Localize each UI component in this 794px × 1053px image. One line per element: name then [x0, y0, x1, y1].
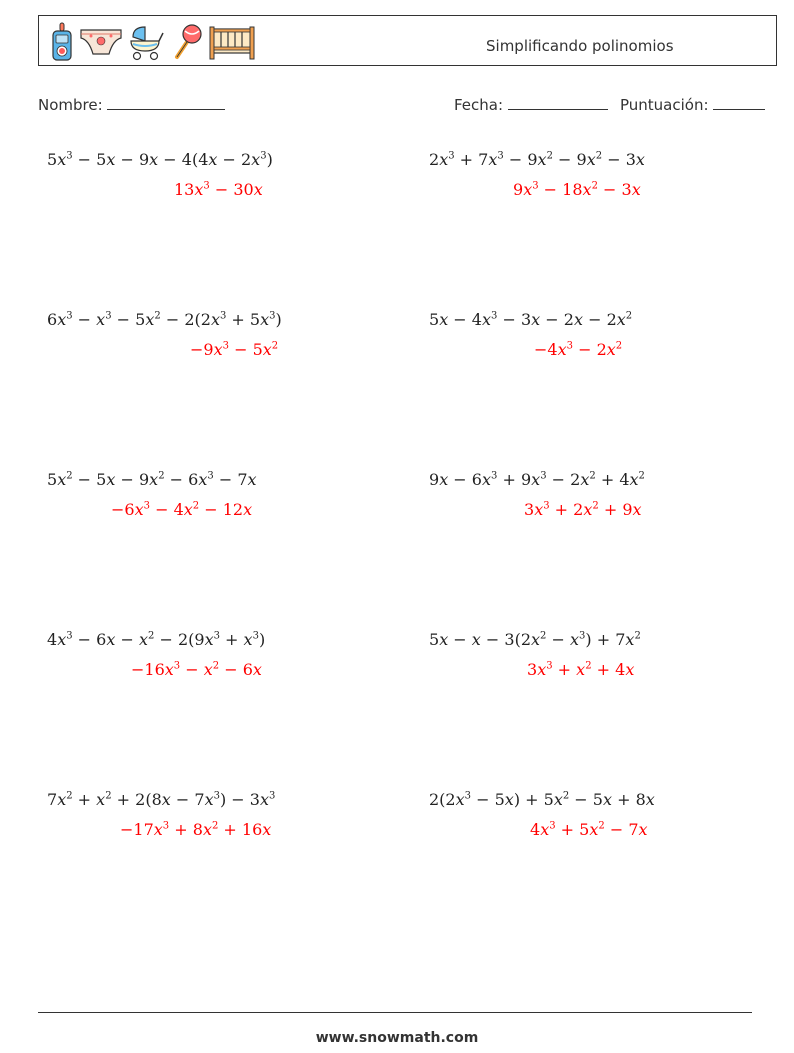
- problem-10: [429, 790, 789, 839]
- problem-7: [47, 630, 407, 679]
- problem-6: [429, 470, 789, 519]
- rattle-icon: [169, 23, 205, 61]
- problem-answer: $-17x^3 + 8x^2 + 16x$: [120, 820, 272, 839]
- problem-expression: $2x^3 + 7x^3 - 9x^2 - 9x^2 - 3x$: [429, 150, 645, 169]
- problem-answer: $13x^3 - 30x$: [174, 180, 263, 199]
- problem-expression: $4x^3 - 6x - x^2 - 2(9x^3 + x^3)$: [47, 630, 266, 649]
- date-blank: [508, 95, 608, 110]
- problem-expression: $7x^2 + x^2 + 2(8x - 7x^3) - 3x^3$: [47, 790, 276, 809]
- problem-4: [429, 310, 789, 359]
- problem-answer: $4x^3 + 5x^2 - 7x$: [530, 820, 648, 839]
- problem-answer: $-4x^3 - 2x^2$: [534, 340, 623, 359]
- crib-icon: [209, 23, 255, 61]
- problem-answer: $-16x^3 - x^2 - 6x$: [131, 660, 262, 679]
- problem-9: [47, 790, 407, 839]
- baby-monitor-icon: [49, 22, 75, 62]
- problem-answer: $-9x^3 - 5x^2$: [190, 340, 279, 359]
- problem-answer: $-6x^3 - 4x^2 - 12x$: [111, 500, 253, 519]
- date-field: [454, 95, 608, 114]
- problem-1: [47, 150, 407, 199]
- problem-expression: $5x - 4x^3 - 3x - 2x - 2x^2$: [429, 310, 633, 329]
- score-field: [620, 95, 765, 114]
- problem-8: [429, 630, 789, 679]
- footer-divider: [38, 1012, 752, 1013]
- diaper-icon: [79, 26, 123, 58]
- problem-answer: $3x^3 + x^2 + 4x$: [527, 660, 635, 679]
- problem-3: [47, 310, 407, 359]
- problem-expression: $2(2x^3 - 5x) + 5x^2 - 5x + 8x$: [429, 790, 655, 809]
- baby-stroller-icon: [127, 23, 165, 61]
- problem-expression: $9x - 6x^3 + 9x^3 - 2x^2 + 4x^2$: [429, 470, 645, 489]
- name-field: [38, 95, 225, 114]
- score-label: Puntuación:: [620, 96, 709, 114]
- name-blank: [107, 95, 225, 110]
- problem-5: [47, 470, 407, 519]
- header-icons: [49, 21, 255, 63]
- problem-answer: $3x^3 + 2x^2 + 9x$: [524, 500, 642, 519]
- date-label: Fecha:: [454, 96, 504, 114]
- problem-2: [429, 150, 789, 199]
- problem-expression: $5x^3 - 5x - 9x - 4(4x - 2x^3)$: [47, 150, 273, 169]
- footer-url: www.snowmath.com: [315, 1030, 479, 1046]
- problem-expression: $6x^3 - x^3 - 5x^2 - 2(2x^3 + 5x^3)$: [47, 310, 282, 329]
- score-blank: [713, 95, 765, 110]
- problem-expression: $5x^2 - 5x - 9x^2 - 6x^3 - 7x$: [47, 470, 257, 489]
- problem-expression: $5x - x - 3(2x^2 - x^3) + 7x^2$: [429, 630, 641, 649]
- name-label: Nombre:: [38, 96, 103, 114]
- problem-answer: $9x^3 - 18x^2 - 3x$: [513, 180, 641, 199]
- worksheet-header: [38, 15, 777, 66]
- worksheet-title: Simplificando polinomios: [486, 37, 674, 55]
